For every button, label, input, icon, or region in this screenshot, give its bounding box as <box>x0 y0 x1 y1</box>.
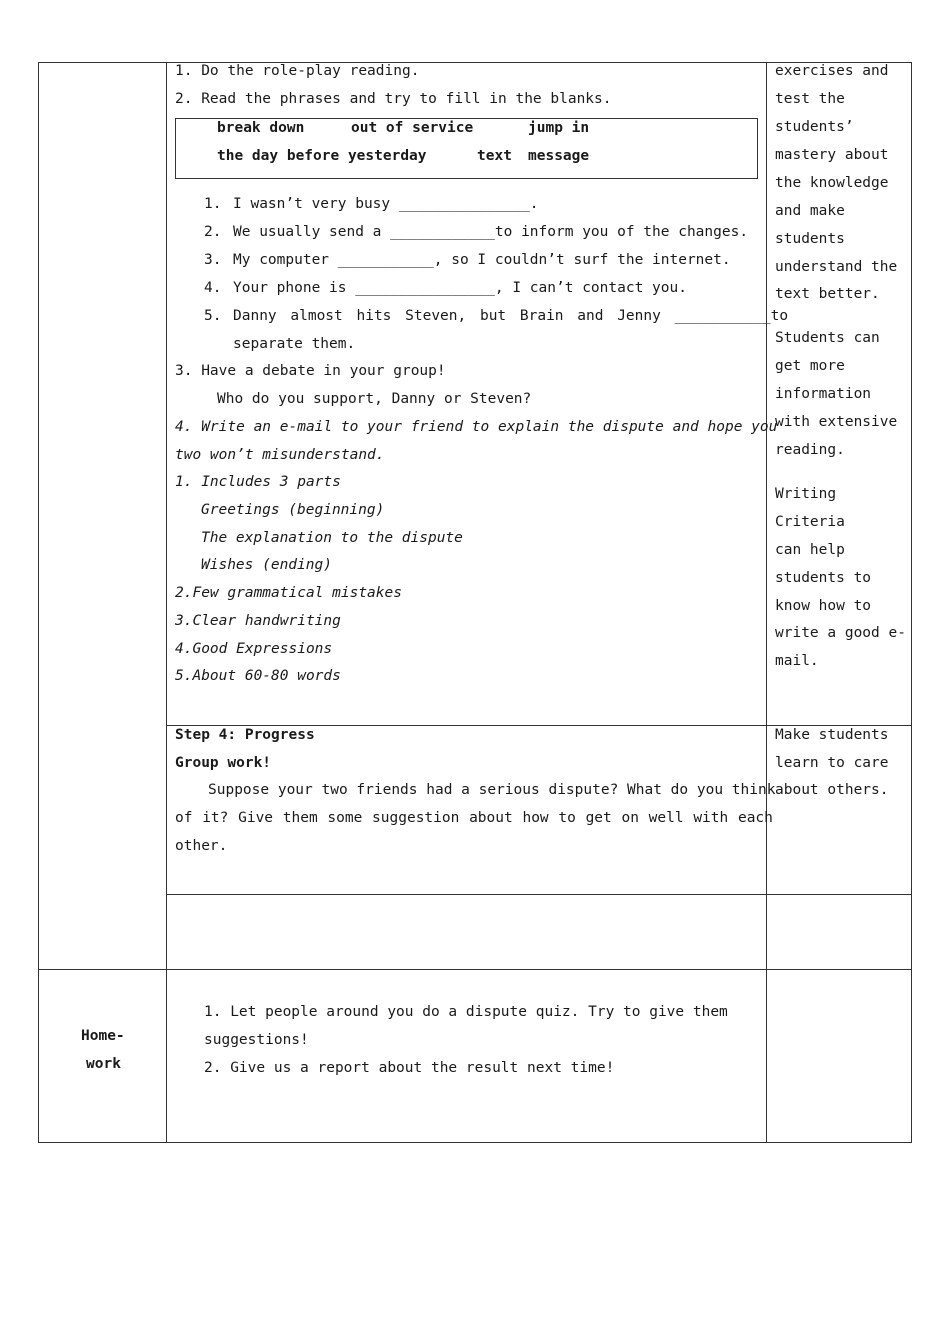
criteria-subitem: The explanation to the dispute <box>201 530 463 546</box>
phrase: message <box>528 148 590 164</box>
purpose-line: understand the <box>775 259 898 275</box>
criteria-item: 5.About 60-80 words <box>175 668 341 684</box>
progress-title: Step 4: Progress <box>175 727 315 743</box>
purpose-line: Make students <box>775 727 889 743</box>
blank-number: 5. <box>204 308 222 324</box>
blank-sentence: I wasn’t very busy _______________. <box>233 196 539 212</box>
progress-subtitle: Group work! <box>175 755 272 771</box>
blank-sentence: Danny almost hits Steven, but Brain and Jenny ___________to <box>233 308 789 324</box>
criteria-subitem: Wishes (ending) <box>201 557 332 573</box>
blank-number: 1. <box>204 196 222 212</box>
purpose-line: mail. <box>775 653 819 669</box>
blank-sentence: My computer ___________, so I couldn’t surf the internet. <box>233 252 731 268</box>
homework-item: 2. Give us a report about the result next time! <box>204 1060 615 1076</box>
purpose-line: students <box>775 231 845 247</box>
blank-number: 4. <box>204 280 222 296</box>
progress-body: of it? Give them some suggestion about how to get on well with each <box>175 810 773 826</box>
phrase: out of service <box>351 120 474 136</box>
purpose-line: know how to <box>775 598 872 614</box>
purpose-line: text better. <box>775 286 880 302</box>
purpose-line: students to <box>775 570 872 586</box>
blank-number: 2. <box>204 224 222 240</box>
debate-title: 3. Have a debate in your group! <box>175 363 446 379</box>
homework-item-continued: suggestions! <box>204 1032 309 1048</box>
purpose-line: learn to care <box>775 755 889 771</box>
phrase: jump in <box>528 120 590 136</box>
blank-sentence: We usually send a ____________to inform you of the changes. <box>233 224 749 240</box>
activity-line-1: 1. Do the role-play reading. <box>175 63 420 79</box>
purpose-line: Students can <box>775 330 880 346</box>
purpose-line: test the <box>775 91 845 107</box>
purpose-line: about others. <box>775 782 889 798</box>
purpose-line: the knowledge <box>775 175 889 191</box>
criteria-item: 2.Few grammatical mistakes <box>175 585 402 601</box>
blank-number: 3. <box>204 252 222 268</box>
activity-line-2: 2. Read the phrases and try to fill in the blanks. <box>175 91 612 107</box>
purpose-line: mastery about <box>775 147 889 163</box>
purpose-line: reading. <box>775 442 845 458</box>
phrase: text <box>477 148 512 164</box>
purpose-line: can help <box>775 542 845 558</box>
criteria-subitem: Greetings (beginning) <box>201 502 385 518</box>
homework-item: 1. Let people around you do a dispute quiz. Try to give them <box>204 1004 728 1020</box>
phrase: the day before yesterday <box>217 148 427 164</box>
purpose-line: and make <box>775 203 845 219</box>
purpose-line: get more <box>775 358 845 374</box>
criteria-item: 3.Clear handwriting <box>175 613 341 629</box>
purpose-line: Writing <box>775 486 837 502</box>
progress-body: Suppose your two friends had a serious dispute? What do you think <box>208 782 776 798</box>
email-task-continued: two won’t misunderstand. <box>175 447 385 463</box>
blank-sentence: Your phone is ________________, I can’t contact you. <box>233 280 687 296</box>
purpose-line: information <box>775 386 872 402</box>
purpose-line: write a good e- <box>775 625 906 641</box>
purpose-line: students’ <box>775 119 854 135</box>
email-task: 4. Write an e-mail to your friend to explain the dispute and hope you <box>175 419 778 435</box>
criteria-item: 1. Includes 3 parts <box>175 474 341 490</box>
progress-body: other. <box>175 838 228 854</box>
purpose-line: Criteria <box>775 514 845 530</box>
phrase: break down <box>217 120 305 136</box>
purpose-line: with extensive <box>775 414 898 430</box>
homework-label: Home- <box>81 1028 125 1044</box>
criteria-item: 4.Good Expressions <box>175 641 333 657</box>
debate-question: Who do you support, Danny or Steven? <box>217 391 532 407</box>
blank-sentence-continued: separate them. <box>233 336 356 352</box>
purpose-line: exercises and <box>775 63 889 79</box>
homework-label-continued: work <box>86 1056 121 1072</box>
